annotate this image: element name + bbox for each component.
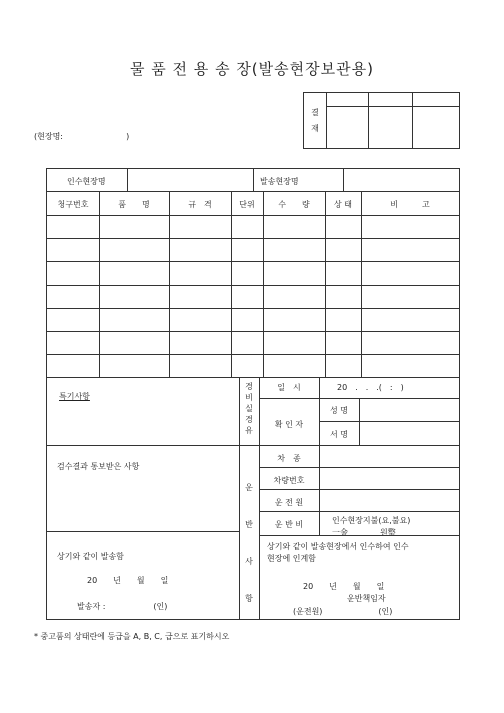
carrier-label: 운반책임자 (347, 594, 386, 603)
header-remarks: 비 고 (390, 200, 430, 209)
site-close: ) (126, 132, 130, 141)
sender-sign: 발송자 : (인) (77, 602, 168, 611)
freight-amount: 一金 원整 (332, 528, 396, 537)
send-site-label: 발송현장명 (260, 177, 299, 186)
page-title: 물 품 전 용 송 장(발송현장보관용) (130, 60, 374, 78)
freight-label: 운 반 비 (274, 520, 304, 529)
approval-label: 결 재 (304, 93, 327, 148)
driver-label: 운 전 원 (274, 498, 304, 507)
footnote: * 중고품의 상태란에 등급을 A, B, C, 급으로 표기하시오 (34, 632, 230, 641)
handover-date: 20 년 월 일 (303, 582, 385, 591)
confirmer-label: 확 인 자 (274, 420, 304, 429)
freight-payment: 인수현장지불(요,불요) (332, 516, 411, 525)
header-status: 상 태 (334, 200, 352, 209)
driver-sign: (운전원) (인) (293, 607, 393, 616)
sent-statement: 상기와 같이 발송함 (57, 552, 124, 561)
receive-site-label: 인수현장명 (67, 177, 106, 186)
header-request-no: 청구번호 (57, 200, 89, 209)
datetime-label: 일 시 (277, 383, 301, 392)
datetime-value: 20 . . .( : ) (337, 383, 404, 392)
handover-text-2: 현장에 인계함 (267, 554, 316, 563)
handover-text-1: 상기와 같이 발송현장에서 인수하여 인수 (267, 542, 409, 551)
shipment-form (46, 168, 460, 620)
vehicle-type-label: 차 종 (277, 454, 301, 463)
site-name-field (34, 131, 129, 142)
header-unit: 단위 (239, 200, 255, 209)
signature-label: 서 명 (330, 430, 348, 439)
header-quantity: 수 량 (278, 200, 310, 209)
approval-box (303, 92, 460, 149)
header-spec: 규 격 (188, 200, 212, 209)
name-label: 성 명 (330, 406, 348, 415)
site-label: (현장명: (34, 132, 64, 141)
vehicle-number-label: 차량번호 (273, 476, 305, 485)
inspection-label: 검수결과 통보받은 사항 (57, 462, 140, 471)
sent-date: 20 년 월 일 (87, 576, 169, 585)
header-item-name: 품 명 (118, 200, 150, 209)
special-notes-label: 특기사항 (59, 392, 90, 401)
expense-label: 경 비 실 경 유 (245, 382, 253, 435)
transport-label: 운 반 사 항 (245, 483, 253, 603)
